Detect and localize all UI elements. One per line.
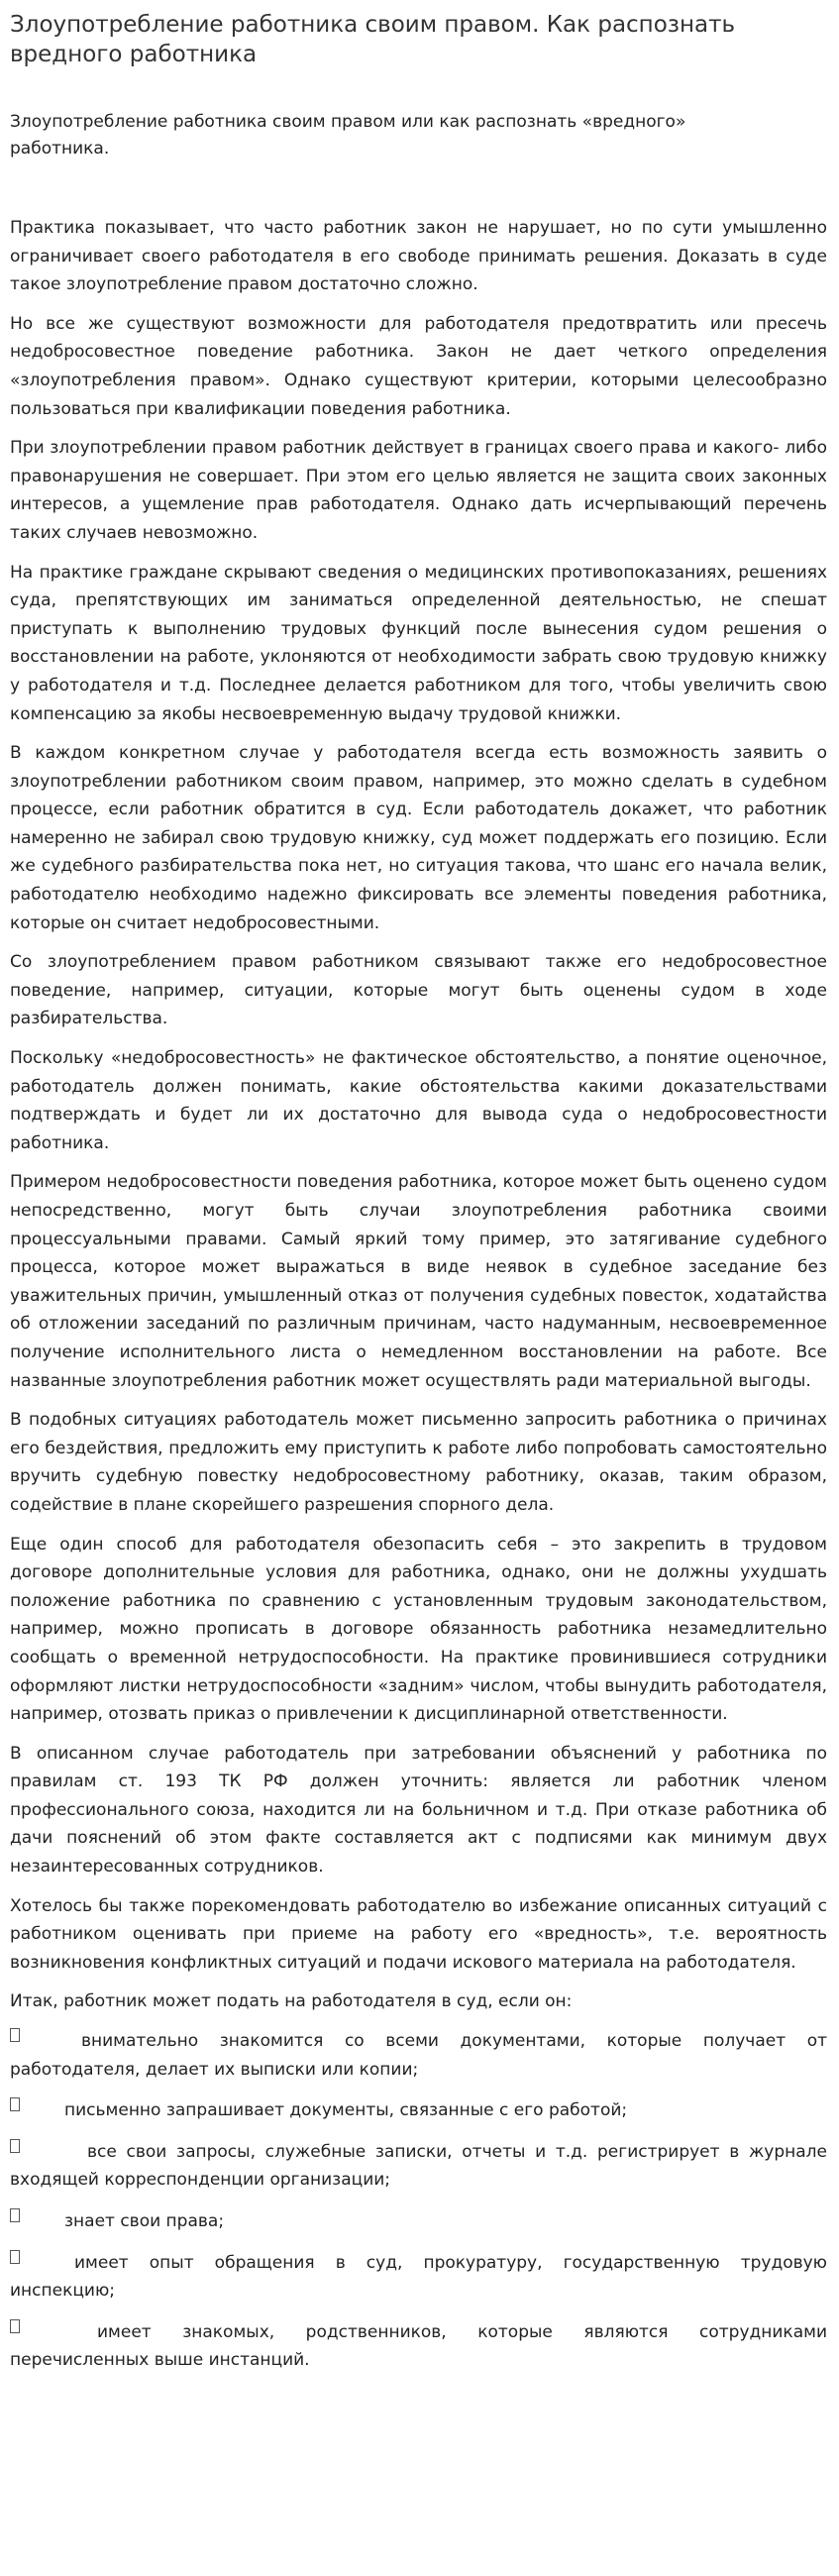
article-intro: Злоупотребление работника своим правом или как распознать «вредного» работника.: [10, 112, 686, 159]
bullet-icon: [10, 2250, 20, 2264]
list-item-text: имеет опыт обращения в суд, прокуратуру, государственную трудовую инспекцию;: [10, 2252, 827, 2302]
bullet-icon: [10, 2319, 20, 2333]
list-item-text: все свои запросы, служебные записки, отчеты и т.д. регистрирует в журнале входящей корреспонденции организации;: [10, 2141, 827, 2191]
list-item: [10, 2138, 827, 2195]
paragraph-12: Хотелось бы также порекомендовать работодателю во избежание описанных ситуаций с работником оценивать при приеме на работу его «вредность», т.е. вероятность возникновения конфликтных ситуаций и подачи искового материала на работодателя.: [10, 1895, 827, 1973]
bullet-icon: [10, 2208, 20, 2222]
paragraph-6: Со злоупотреблением правом работником связывают также его недобросовестное поведение, например, ситуации, которые могут быть оценены судом в ходе разбирательства.: [10, 952, 827, 1029]
paragraph-10: Еще один способ для работодателя обезопасить себя – это закрепить в трудовом договоре дополнительные условия для работника, однако, они не должны ухудшать положение работника по сравнению с установленным трудовым законодательством, например, можно прописать в договоре обязанность работника незамедлительно сообщать о временной нетрудоспособности. На практике провинившиеся сотрудники оформляют листки нетрудоспособности «задним» числом, чтобы вынудить работодателя, например, отозвать приказ о привлечении к дисциплинарной ответственности.: [10, 1534, 827, 1725]
list-item-text: знает свои права;: [64, 2211, 225, 2231]
list-item-text: внимательно знакомится со всеми документами, которые получает от работодателя, делает их выписки или копии;: [10, 2031, 827, 2080]
list-item: [10, 2249, 827, 2306]
bullet-icon: [10, 2097, 20, 2111]
paragraph-3: При злоупотреблении правом работник действует в границах своего права и какого- либо правонарушения не совершает. При этом его целью является не защита своих законных интересов, а ущемление прав работодателя. Однако дать исчерпывающий перечень таких случаев невозможно.: [10, 438, 827, 543]
list-item-text: письменно запрашивает документы, связанные с его работой;: [64, 2100, 628, 2121]
paragraph-9: В подобных ситуациях работодатель может письменно запросить работника о причинах его бездействия, предложить ему приступить к работе либо попробовать самостоятельно вручить судебную повестку недобросовестному работнику, оказав, таким образом, содействие в плане скорейшего разрешения спорного дела.: [10, 1410, 827, 1515]
paragraph-7: Поскольку «недобросовестность» не фактическое обстоятельство, а понятие оценочное, работодатель должен понимать, какие обстоятельства какими доказательствами подтверждать и будет ли их достаточно для вывода суда о недобросовестности работника.: [10, 1048, 827, 1153]
paragraph-2: Но все же существуют возможности для работодателя предотвратить или пресечь недобросовестное поведение работника. Закон не дает четкого определения «злоупотребления правом». Однако существуют критерии, которыми целесообразно пользоваться при квалификации поведения работника.: [10, 313, 827, 419]
paragraph-1: Практика показывает, что часто работник закон не нарушает, но по сути умышленно ограничивает своего работодателя в его свободе принимать решения. Доказать в суде такое злоупотребление правом достаточно сложно.: [10, 218, 827, 295]
list-item: [10, 2207, 827, 2236]
bullet-icon: [10, 2028, 20, 2042]
list-item-text: имеет знакомых, родственников, которые являются сотрудниками перечисленных выше инстанций.: [10, 2321, 827, 2371]
list-item: [10, 2027, 827, 2084]
list-item: [10, 2096, 827, 2125]
page-title: Злоупотребление работника своим правом. Как распознать вредного работника: [10, 12, 736, 67]
paragraph-11: В описанном случае работодатель при затребовании объяснений у работника по правилам ст. 193 ТК РФ должен уточнить: является ли работник членом профессионального союза, находится ли на больничном и т.д. При отказе работника об дачи пояснений об этом факте составляется акт с подписями как минимум двух незаинтересованных сотрудников.: [10, 1743, 827, 1878]
bullet-icon: [10, 2139, 20, 2153]
paragraph-5: В каждом конкретном случае у работодателя всегда есть возможность заявить о злоупотреблении работником своим правом, например, это можно сделать в судебном процессе, если работник обратится в суд. Если работодатель докажет, что работник намеренно не забирал свою трудовую книжку, суд может поддержать его позицию. Если же судебного разбирательства пока нет, но ситуация такова, что шанс его начала велик, работодателю необходимо надежно фиксировать все элементы поведения работника, которые он считает недобросовестными.: [10, 743, 827, 933]
list-item: [10, 2318, 827, 2375]
paragraph-4: На практике граждане скрывают сведения о медицинских противопоказаниях, решениях суда, препятствующих им заниматься определенной деятельностью, не спешат приступать к выполнению трудовых функций после вынесения судом решения о восстановлении на работе, уклоняются от необходимости забрать свою трудовую книжку у работодателя и т.д. Последнее делается работником для того, чтобы увеличить свою компенсацию за якобы несвоевременную выдачу трудовой книжки.: [10, 562, 827, 724]
list-intro: Итак, работник может подать на работодателя в суд, если он:: [10, 1991, 573, 2012]
paragraph-8: Примером недобросовестности поведения работника, которое может быть оценено судом непосредственно, могут быть случаи злоупотребления работника своими процессуальными правами. Самый яркий тому пример, это затягивание судебного процесса, которое может выражаться в виде неявок в судебное заседание без уважительных причин, умышленный отказ от получения судебных повесток, ходатайства об отложении заседаний по различным причинам, часто надуманным, несвоевременное получение исполнительного листа о немедленном восстановлении на работе. Все названные злоупотребления работник может осуществлять ради материальной выгоды.: [10, 1172, 827, 1391]
